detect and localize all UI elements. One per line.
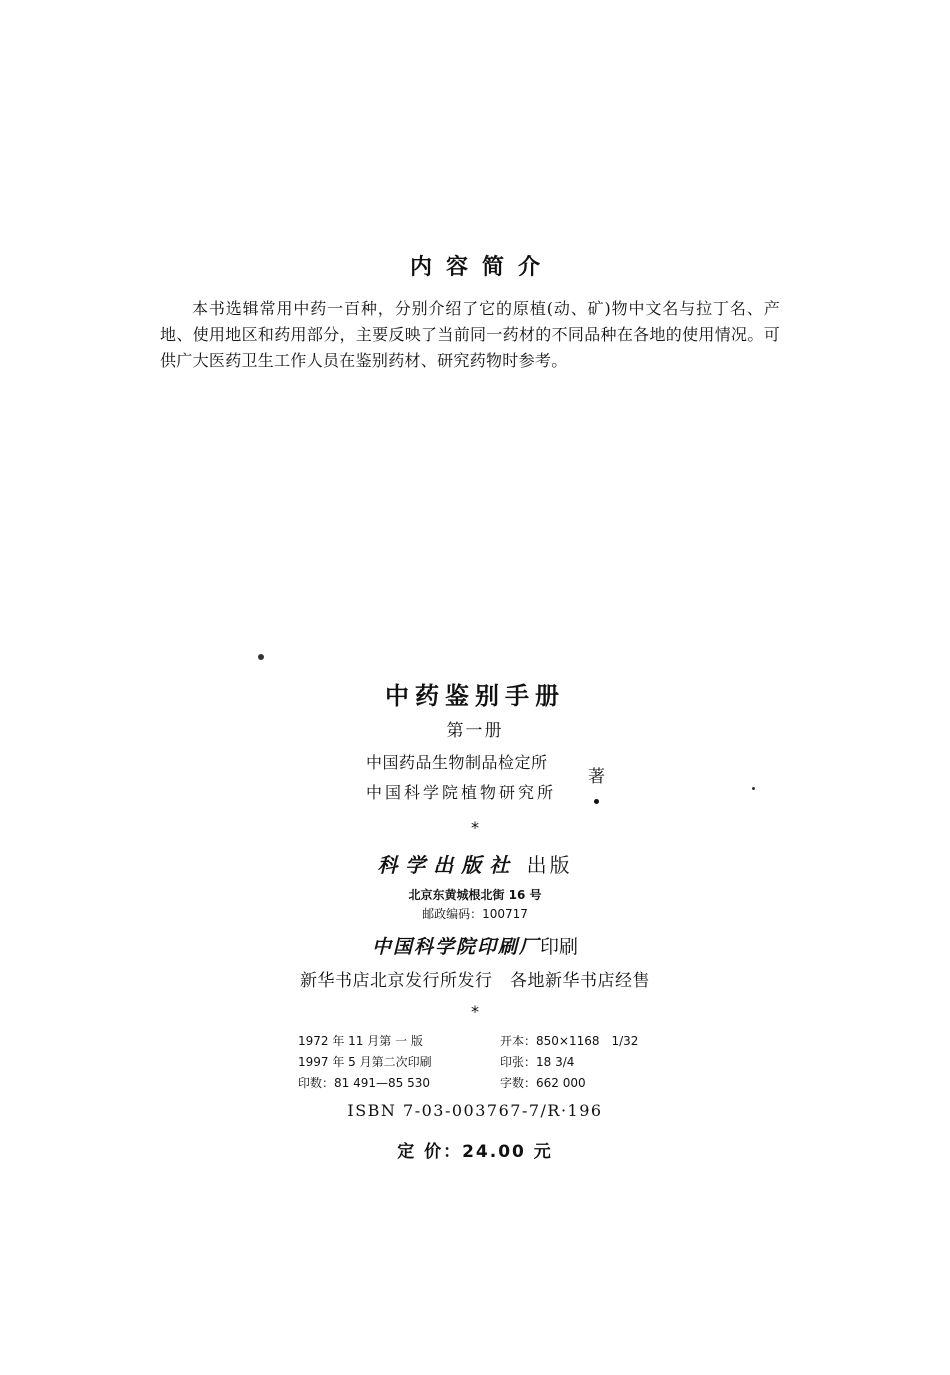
publisher-action: 出版 xyxy=(526,853,573,877)
author-2: 中国科学院植物研究所 xyxy=(366,783,557,802)
summary-body: 本书选辑常用中药一百种，分别介绍了它的原植(动、矿)物中文名与拉丁名、产地、使用地区和药用部分，主要反映了当前同一药材的不同品种在各地的使用情况。可供广大医药卫生工作人员在鉴别药材、研究药物时参考。 xyxy=(160,299,780,370)
sheets-info: 印张：18 3/4 xyxy=(500,1055,575,1069)
publisher-name: 科学出版社 xyxy=(377,853,518,877)
edition-info: 1972 年 11 月第 一 版 xyxy=(298,1034,423,1048)
printer-action: 印刷 xyxy=(540,936,579,958)
separator-star: * xyxy=(471,818,479,837)
scan-speck xyxy=(258,654,264,660)
price-line: 定 价：24.00 元 xyxy=(397,1142,553,1162)
authors-block xyxy=(366,748,556,808)
printer-line xyxy=(0,932,950,959)
author-role-dot xyxy=(594,799,599,804)
publisher-postcode: 邮政编码：100717 xyxy=(422,907,528,921)
volume-label: 第一册 xyxy=(446,721,504,741)
spec-left-column xyxy=(298,1031,432,1094)
distributor-line: 新华书店北京发行所发行 各地新华书店经售 xyxy=(300,971,650,991)
book-title: 中药鉴别手册 xyxy=(385,682,565,710)
scan-speck xyxy=(752,787,755,790)
publisher-address: 北京东黄城根北街 16 号 xyxy=(408,888,542,902)
isbn-line: ISBN 7-03-003767-7/R·196 xyxy=(347,1101,603,1120)
author-role: 著 xyxy=(588,767,605,787)
printer-name: 中国科学院印刷厂 xyxy=(371,936,540,958)
summary-title: 内容简介 xyxy=(409,255,554,280)
print-run-info: 印数：81 491—85 530 xyxy=(298,1076,430,1090)
separator-star-2: * xyxy=(471,1002,479,1021)
spec-right-column xyxy=(500,1031,638,1094)
printing-info: 1997 年 5 月第二次印刷 xyxy=(298,1055,432,1069)
word-count-info: 字数：662 000 xyxy=(500,1076,586,1090)
publisher-line xyxy=(0,849,950,878)
format-info: 开本：850×1168 1/32 xyxy=(500,1034,639,1048)
author-1: 中国药品生物制品检定所 xyxy=(366,753,548,772)
